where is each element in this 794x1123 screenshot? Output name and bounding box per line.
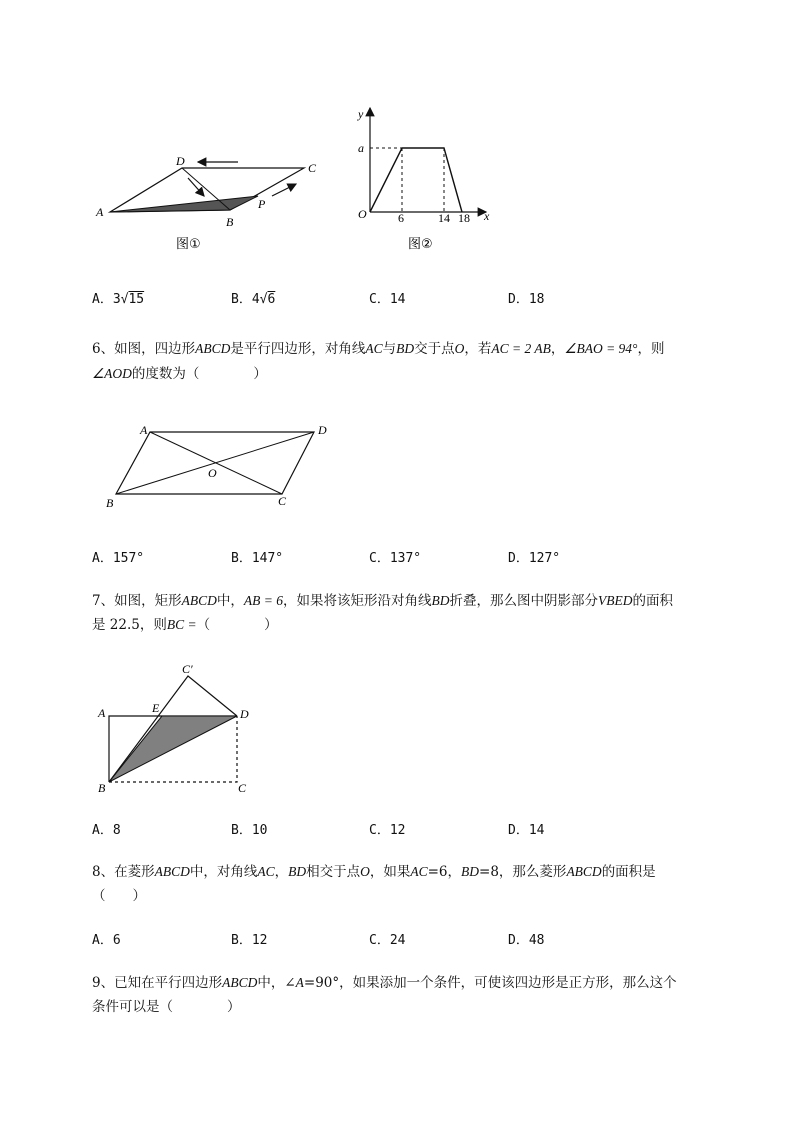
q7-question-line1: 7、如图，矩形ABCD中，AB = 6，如果将该矩形沿对角线BD折叠，那么图中阴影部分VBED的面积: [92, 593, 673, 609]
q5-option-c[interactable]: C．14: [369, 292, 406, 307]
tick-6: 6: [398, 211, 404, 225]
label-b: B: [106, 496, 114, 510]
q6-question-line2: ∠AOD的度数为（ ）: [92, 366, 267, 382]
q5-option-a[interactable]: A．3√15: [92, 292, 145, 307]
q8-option-b[interactable]: B．12: [231, 933, 268, 948]
label-c-prime: C′: [182, 662, 193, 676]
q6-option-d[interactable]: D．127°: [508, 551, 561, 566]
q9-question-line2: 条件可以是（ ）: [92, 999, 241, 1015]
diagonal-bd: [116, 432, 314, 494]
tick-14: 14: [438, 211, 450, 225]
trapezoid-graph: [370, 148, 462, 212]
label-o: O: [208, 466, 217, 480]
q6-option-b[interactable]: B．147°: [231, 551, 284, 566]
q7-question-line2: 是 22.5，则BC =（ ）: [92, 617, 278, 633]
q7-option-a[interactable]: A．8: [92, 823, 121, 838]
label-c: C: [238, 781, 247, 795]
q7-option-d[interactable]: D．14: [508, 823, 545, 838]
label-x: x: [484, 209, 490, 223]
q5-figure-1: [90, 150, 330, 260]
label-a: A: [140, 423, 148, 437]
label-c: C: [278, 494, 287, 508]
tick-18: 18: [458, 211, 470, 225]
label-b: B: [98, 781, 106, 795]
q8-option-a[interactable]: A．6: [92, 933, 121, 948]
q5-option-d[interactable]: D．18: [508, 292, 545, 307]
label-e: E: [152, 701, 160, 715]
label-a: A: [96, 205, 104, 219]
sqrt-sign: √: [259, 292, 268, 307]
caption-fig1: 图①: [176, 237, 201, 252]
q9-question-line1: 9、已知在平行四边形ABCD中，∠A=90°，如果添加一个条件，可使该四边形是正方形，那么这个: [92, 975, 677, 991]
arrow-p-up: [272, 184, 296, 196]
q6-option-a[interactable]: A．157°: [92, 551, 145, 566]
q8-option-c[interactable]: C．24: [369, 933, 406, 948]
q6-option-c[interactable]: C．137°: [369, 551, 422, 566]
label-y: y: [358, 107, 364, 121]
q7-figure: [92, 660, 272, 800]
q5-option-b[interactable]: B．4√6: [231, 292, 276, 307]
q5-figure-2: [350, 100, 500, 260]
label-d: D: [240, 707, 249, 721]
sqrt-sign: √: [120, 292, 129, 307]
q8-question-line2: （ ）: [92, 888, 146, 904]
q7-option-b[interactable]: B．10: [231, 823, 268, 838]
shaded-triangle-bed: [109, 716, 237, 782]
label-a-value: a: [358, 141, 364, 155]
label-p: P: [258, 197, 266, 211]
label-origin: O: [358, 207, 367, 221]
label-a: A: [98, 706, 106, 720]
q7-option-c[interactable]: C．12: [369, 823, 406, 838]
q6-question-line1: 6、如图，四边形ABCD是平行四边形，对角线AC与BD交于点O，若AC = 2 AB，∠BAO = 94°，则: [92, 341, 665, 357]
q6-figure: [100, 420, 340, 515]
label-d: D: [318, 423, 327, 437]
caption-fig2: 图②: [408, 237, 433, 252]
q8-question-line1: 8、在菱形ABCD中，对角线AC，BD相交于点O，如果AC=6，BD=8，那么菱形ABCD的面积是: [92, 864, 656, 880]
label-c: C: [308, 161, 317, 175]
label-b: B: [226, 215, 234, 229]
q8-option-d[interactable]: D．48: [508, 933, 545, 948]
label-d: D: [176, 154, 185, 168]
